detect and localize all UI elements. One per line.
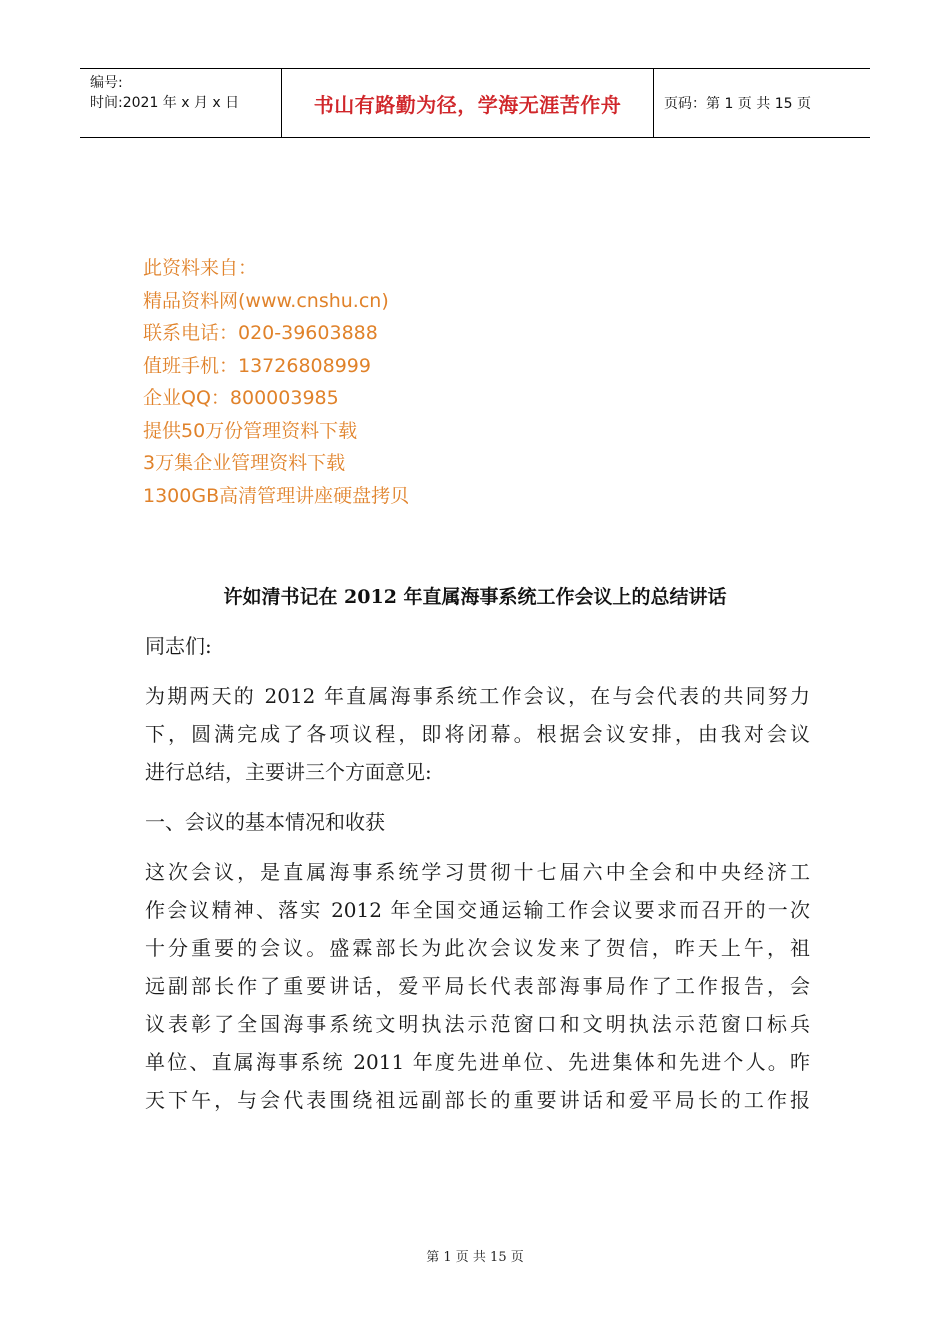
paragraph-line: 下，圆满完成了各项议程，即将闭幕。根据会议安排，由我对会议 [145,722,810,746]
promo-line: 此资料来自： [143,257,258,279]
time-label: 时间:2021 年 x 月 x 日 [90,95,240,111]
paragraph-line: 单位、直属海事系统 2011 年度先进单位、先进集体和先进个人。昨 [145,1050,810,1074]
motto-text: 书山有路勤为径，学海无涯苦作舟 [313,92,622,117]
header-page-cell [654,69,870,137]
promo-line: 联系电话：020-39603888 [143,322,378,344]
header-motto-cell [282,69,654,137]
promo-line: 企业QQ：800003985 [143,387,339,409]
number-label: 编号: [90,75,123,91]
promo-line: 值班手机：13726808999 [143,354,371,377]
section-heading: 一、会议的基本情况和收获 [145,810,385,834]
paragraph-line: 天下午，与会代表围绕祖远副部长的重要讲话和爱平局长的工作报 [145,1088,810,1112]
promo-line: 3万集企业管理资料下载 [143,452,346,474]
promo-block [143,252,409,512]
paragraph-line: 作会议精神、落实 2012 年全国交通运输工作会议要求而召开的一次 [145,898,810,922]
promo-line: 精品资料网(www.cnshu.cn) [143,289,389,312]
promo-line: 提供50万份管理资料下载 [143,419,358,442]
document-header [80,68,870,138]
header-meta [80,69,282,137]
paragraph-line: 这次会议，是直属海事系统学习贯彻十七届六中全会和中央经济工 [145,860,810,884]
promo-line: 1300GB高清管理讲座硬盘拷贝 [143,484,410,507]
page-footer: 第 1 页 共 15 页 [426,1250,524,1265]
document-body [145,627,810,1131]
greeting: 同志们: [145,634,212,658]
header-page-info: 页码：第 1 页 共 15 页 [664,96,811,112]
document-title: 许如清书记在 2012 年直属海事系统工作会议上的总结讲话 [223,586,727,608]
paragraph [145,853,810,1119]
paragraph-line: 议表彰了全国海事系统文明执法示范窗口和文明执法示范窗口标兵 [145,1012,810,1036]
paragraph-line: 十分重要的会议。盛霖部长为此次会议发来了贺信，昨天上午，祖 [145,936,810,960]
paragraph-line: 远副部长作了重要讲话，爱平局长代表部海事局作了工作报告，会 [145,974,810,998]
paragraph-line: 进行总结，主要讲三个方面意见: [145,760,432,784]
paragraph [145,677,810,791]
paragraph-line: 为期两天的 2012 年直属海事系统工作会议，在与会代表的共同努力 [145,684,810,708]
